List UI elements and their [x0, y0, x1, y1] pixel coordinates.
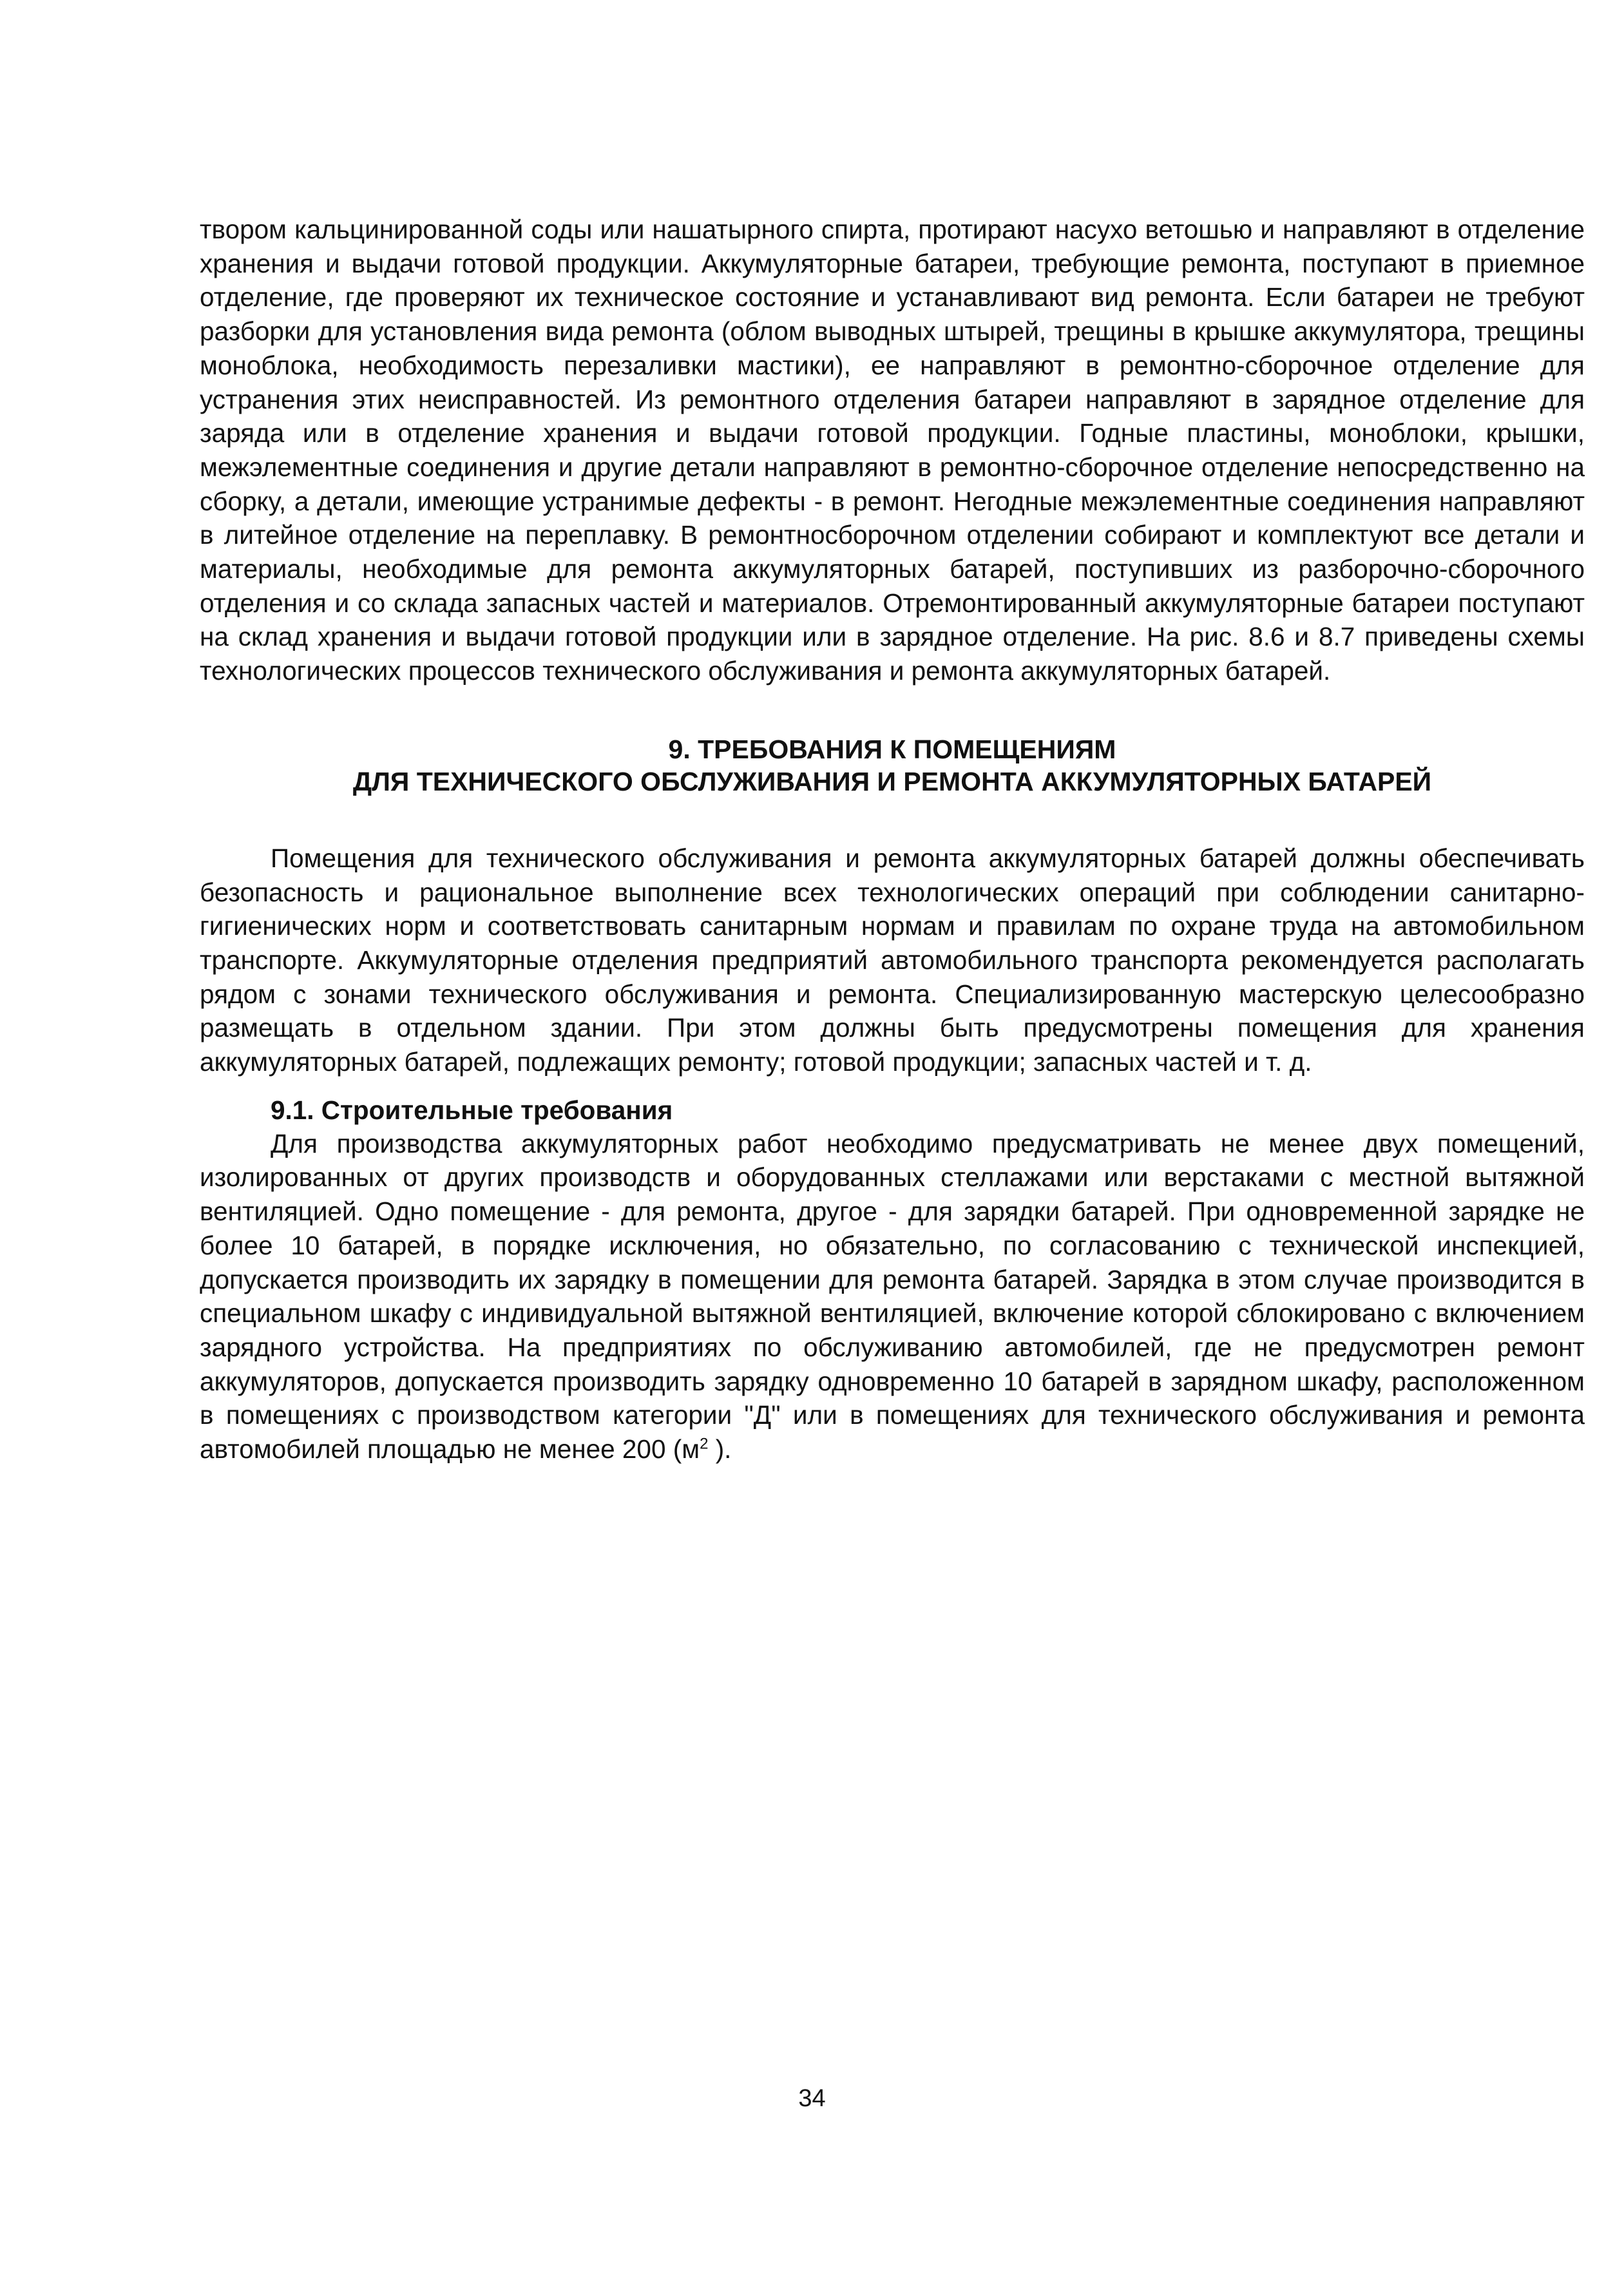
- subsection-heading: 9.1. Строительные требования: [271, 1095, 673, 1125]
- paragraph-premises-requirements: Помещения для технического обслуживания и ремонта аккумуляторных батарей должны обеспечивать безопасность и рациональное выполнение всех технологических операций при соблюдении санитарно-гигиенических норм и соответствовать санитарным нормам и правилам по охране труда на автомобильном транспорте. Аккумуляторные отделения предприятий автомобильного транспорта рекомендуется располагать рядом с зонами технического обслуживания и ремонта. Специализированную мастерскую целесообразно размещать в отдельном здании. При этом должны быть предусмотрены помещения для хранения аккумуляторных батарей, подлежащих ремонту; готовой продукции; запасных частей и т. д.: [200, 843, 1585, 1077]
- paragraph-construction-end: ).: [708, 1434, 732, 1464]
- page-number: 34: [798, 2085, 826, 2112]
- section-heading: [200, 733, 1585, 798]
- area-unit-superscript: 2: [700, 1435, 709, 1453]
- paragraph-continuation: твором кальцинированной соды или нашатырного спирта, протирают насухо ветошью и направляют в отделение хранения и выдачи готовой продукции. Аккумуляторные батареи, требующие ремонта, поступают в приемное отделение, где проверяют их техническое состояние и устанавливают вид ремонта. Если батареи не требуют разборки для установления вида ремонта (облом выводных штырей, трещины в крышке аккумулятора, трещины моноблока, необходимость перезаливки мастики), ее направляют в ремонтно-сборочное отделение для устранения этих неисправностей. Из ремонтного отделения батареи направляют в зарядное отделение для заряда или в отделение хранения и выдачи готовой продукции. Годные пластины, моноблоки, крышки, межэлементные соединения и другие детали направляют в ремонтно-сборочное отделение непосредственно на сборку, а детали, имеющие устранимые дефекты - в ремонт. Негодные межэлементные соединения направляют в литейное отделение на переплавку. В ремонтносборочном отделении собирают и комплектуют все детали и материалы, необходимые для ремонта аккумуляторных батарей, поступивших из разборочно-сборочного отделения и со склада запасных частей и материалов. Отремонтированный аккумуляторные батареи поступают на склад хранения и выдачи готовой продукции или в зарядное отделение. На рис. 8.6 и 8.7 приведены схемы технологических процессов технического обслуживания и ремонта аккумуляторных батарей.: [200, 215, 1585, 686]
- paragraph-construction-requirements: [200, 1127, 1585, 1466]
- section-heading-line-2: ДЛЯ ТЕХНИЧЕСКОГО ОБСЛУЖИВАНИЯ И РЕМОНТА АККУМУЛЯТОРНЫХ БАТАРЕЙ: [352, 766, 1432, 796]
- document-page: [200, 213, 1585, 1466]
- paragraph-construction-text: Для производства аккумуляторных работ необходимо предусматривать не менее двух помещений, изолированных от других производств и оборудованных стеллажами или верстаками с местной вытяжной вентиляцией. Одно помещение - для ремонта, другое - для зарядки батарей. При одновременной зарядке не более 10 батарей, в порядке исключения, но обязательно, по согласованию с технической инспекцией, допускается производить их зарядку в помещении для ремонта батарей. Зарядка в этом случае производится в специальном шкафу с индивидуальной вытяжной вентиляцией, включение которой сблокировано с включением зарядного устройства. На предприятиях по обслуживанию автомобилей, где не предусмотрен ремонт аккумуляторов, допускается производить зарядку одновременно 10 батарей в зарядном шкафу, расположенном в помещениях с производством категории "Д" или в помещениях для технического обслуживания и ремонта автомобилей площадью не менее 200 (м: [200, 1128, 1585, 1464]
- section-heading-line-1: 9. ТРЕБОВАНИЯ К ПОМЕЩЕНИЯМ: [668, 734, 1116, 764]
